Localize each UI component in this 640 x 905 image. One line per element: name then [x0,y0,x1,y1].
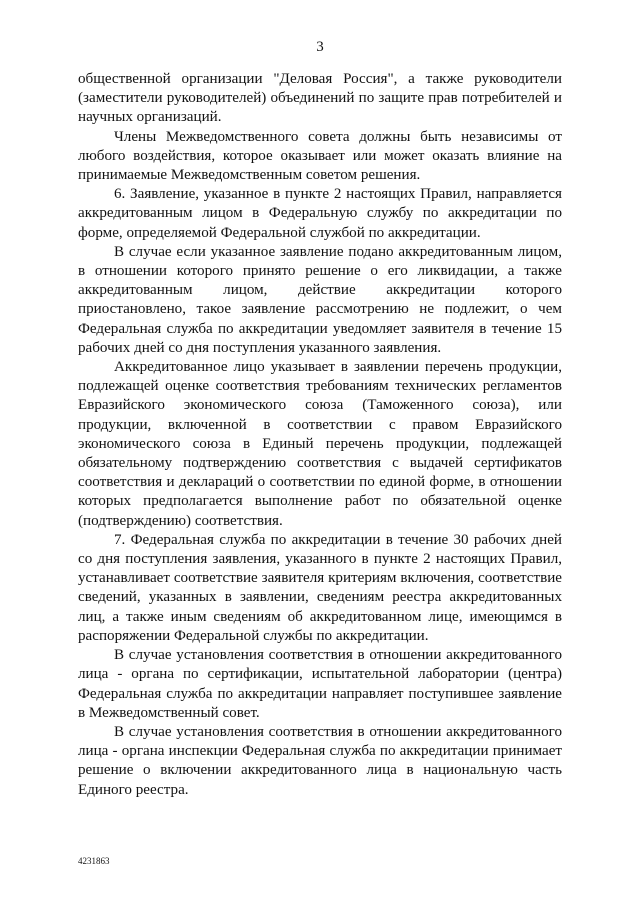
paragraph-5: Аккредитованное лицо указывает в заявлении перечень продукции, подлежащей оценке соответствия требованиям технических регламентов Евразийского экономического союза (Таможенного союза), или продукции, включенной в соответствии с правом Евразийского экономического союза в Единый перечень продукции, подлежащей обязательному подтверждению соответствия с выдачей сертификатов соответствия и деклараций о соответствии по единой форме, в отношении которых предполагается выполнение работ по обязательной оценке (подтверждению) соответствия. [78,359,562,529]
page-number: 3 [316,39,324,55]
paragraph-8: В случае установления соответствия в отношении аккредитованного лица - органа инспекции Федеральная служба по аккредитации принимает решение о включении аккредитованного лица в национальную часть Единого реестра. [78,723,562,798]
paragraph-3: 6. Заявление, указанное в пункте 2 настоящих Правил, направляется аккредитованным лицом в Федеральную службу по аккредитации по форме, определяемой Федеральной службой по аккредитации. [78,186,562,241]
paragraph-7: В случае установления соответствия в отношении аккредитованного лица - органа по сертификации, испытательной лаборатории (центра) Федеральная служба по аккредитации направляет поступившее заявление в Межведомственный совет. [78,647,562,721]
paragraph-1: общественной организации "Деловая Россия", а также руководители (заместители руководителей) объединений по защите прав потребителей и научных организаций. [78,71,562,126]
paragraph-2: Члены Межведомственного совета должны быть независимы от любого воздействия, которое оказывает или может оказать влияние на принимаемые Межведомственным советом решения. [78,128,562,184]
paragraph-6: 7. Федеральная служба по аккредитации в течение 30 рабочих дней со дня поступления заявления, указанного в пункте 2 настоящих Правил, устанавливает соответствие заявителя критериям включения, соответствие сведений, указанных в заявлении, сведениям реестра аккредитованных лиц, а также иным сведениям об аккредитованном лице, имеющимся в распоряжении Федеральной службы по аккредитации. [78,531,562,644]
document-body [78,70,562,800]
paragraph-4: В случае если указанное заявление подано аккредитованным лицом, в отношении которого принято решение о его ликвидации, а также аккредитованным лицом, действие аккредитации которого приостановлено, такое заявление рассмотрению не подлежит, о чем Федеральная служба по аккредитации уведомляет заявителя в течение 15 рабочих дней со дня поступления указанного заявления. [78,243,562,356]
document-code: 4231863 [78,856,110,866]
